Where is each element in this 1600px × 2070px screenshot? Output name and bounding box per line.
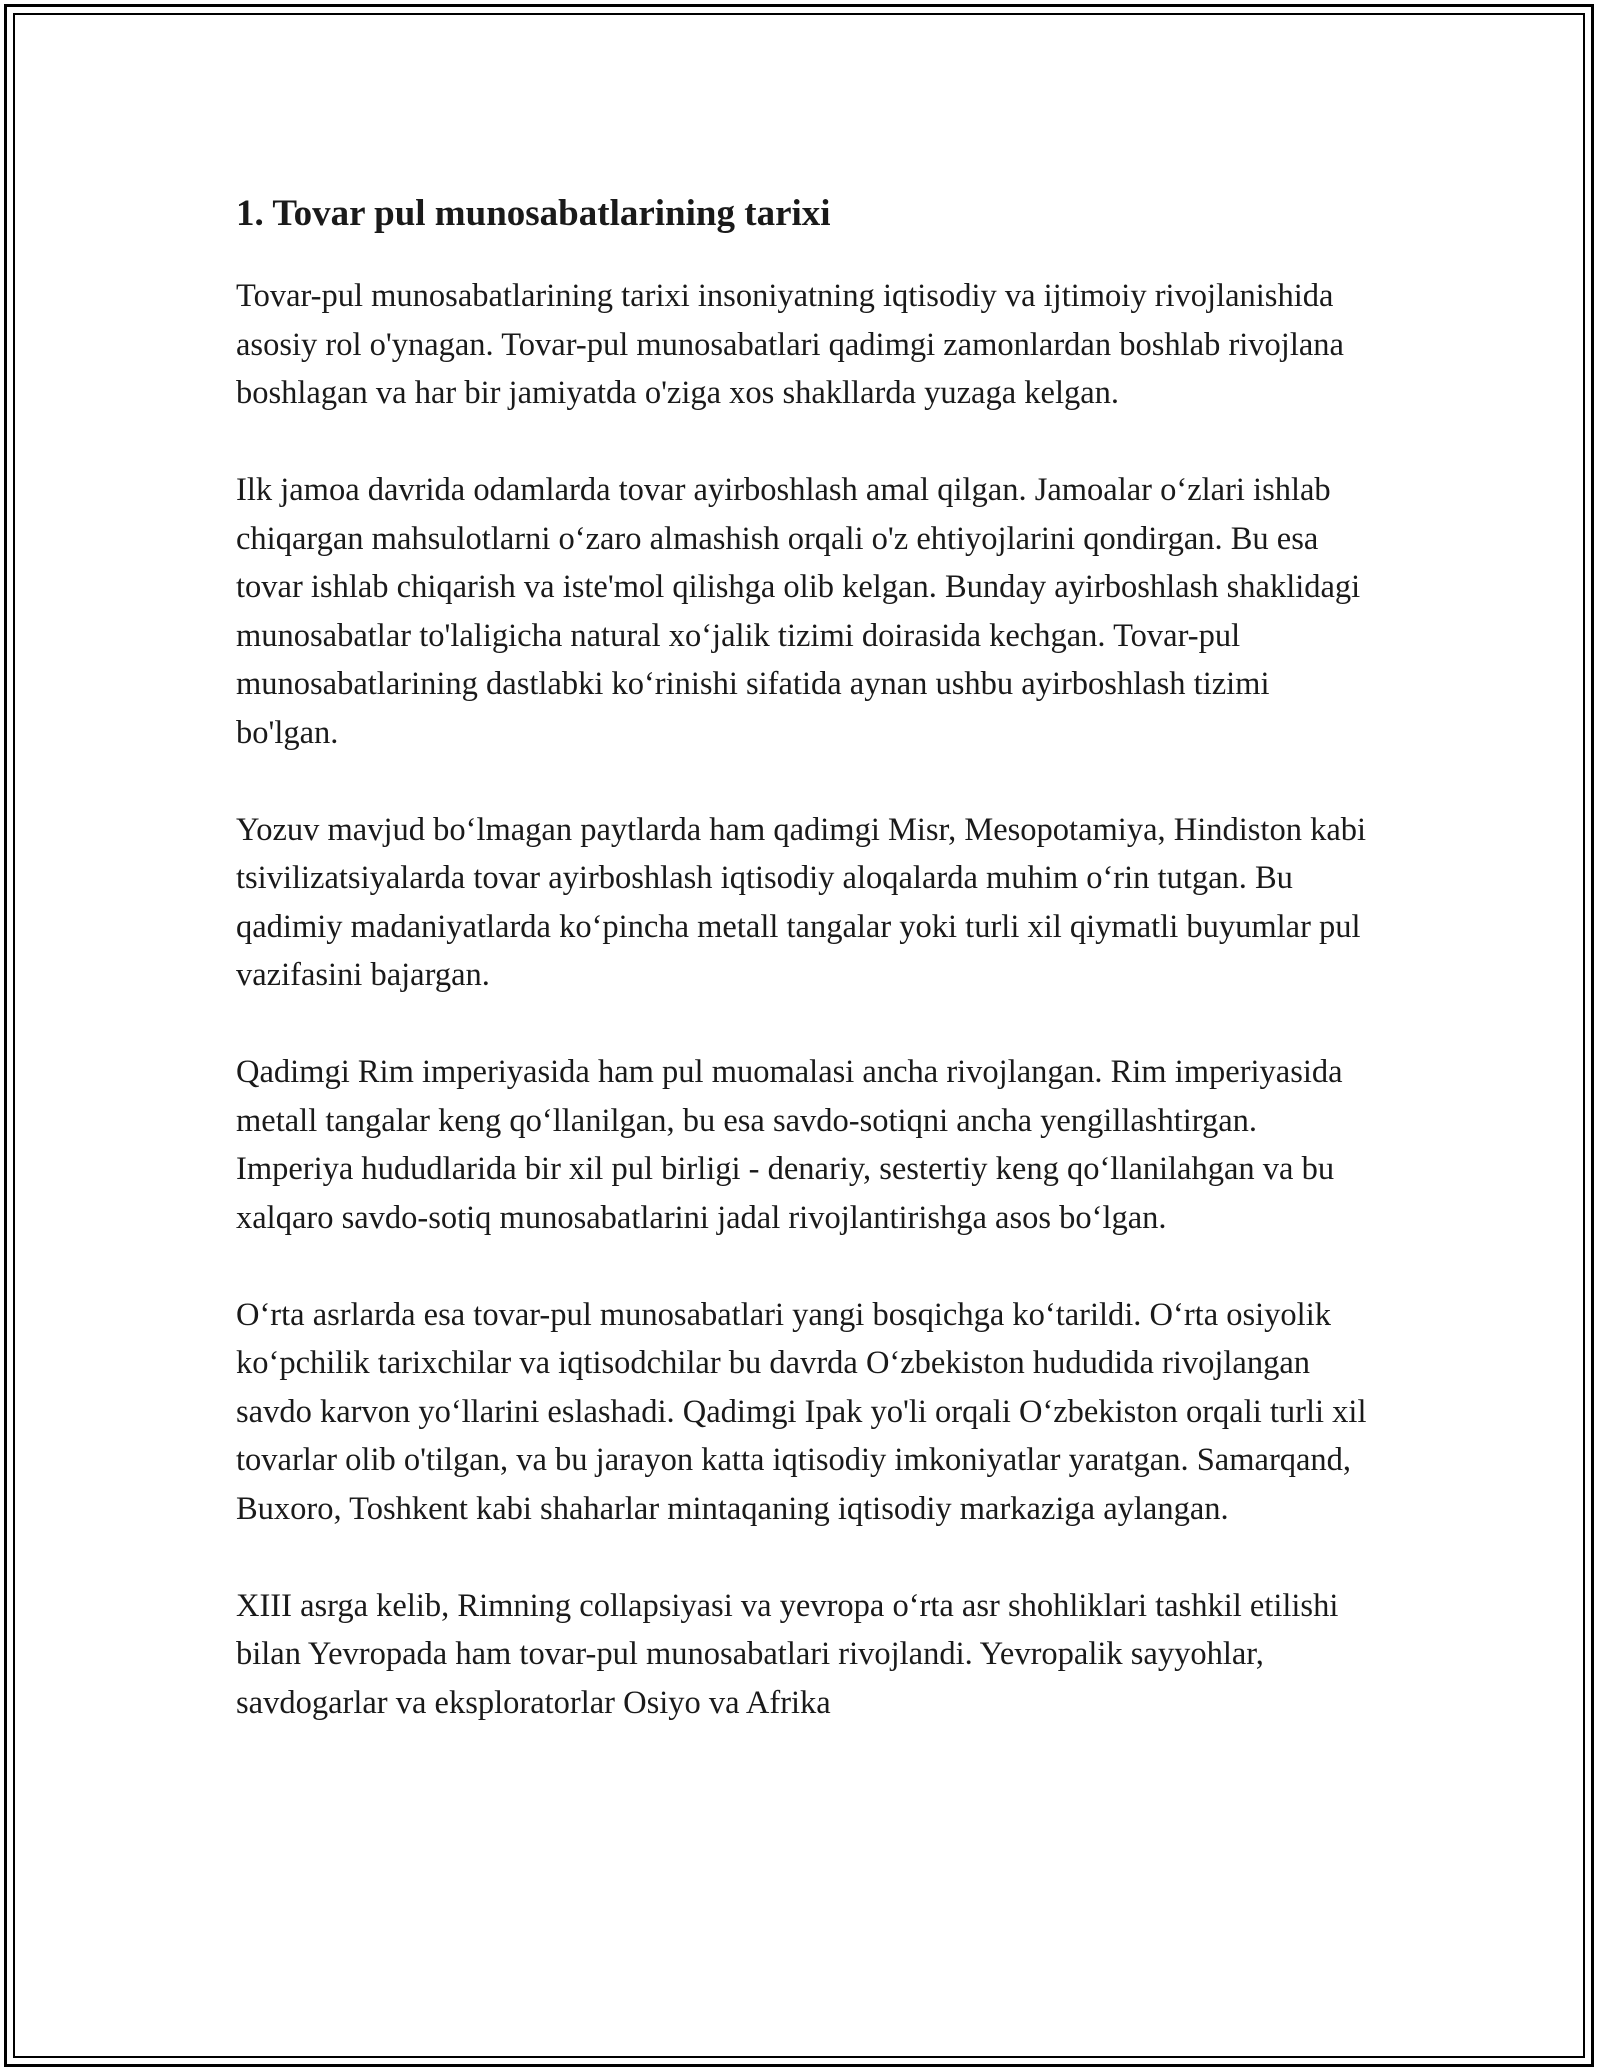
section-heading: 1. Tovar pul munosabatlarining tarixi: [236, 193, 831, 234]
paragraph: Qadimgi Rim imperiyasida ham pul muomalasi ancha rivojlangan. Rim imperiyasida metall tangalar keng qo‘llanilgan, bu esa savdo-sotiqni ancha yengillashtirgan. Imperiya hududlarida bir xil pul birligi - denariy, sestertiy keng qo‘llanilahgan va bu xalqaro savdo-sotiq munosabatlarini jadal rivojlantirishga asos bo‘lgan.: [236, 1054, 1343, 1236]
paragraph: Tovar-pul munosabatlarining tarixi insoniyatning iqtisodiy va ijtimoiy rivojlanishida asosiy rol o'ynagan. Tovar-pul munosabatlari qadimgi zamonlardan boshlab rivojlana boshlagan va har bir jamiyatda o'ziga xos shakllarda yuzaga kelgan.: [236, 278, 1344, 411]
paragraph: XIII asrga kelib, Rimning collapsiyasi va yevropa o‘rta asr shohliklari tashkil etilishi bilan Yevropada ham tovar-pul munosabatlari rivojlandi. Yevropalik sayyohlar, savdogarlar va eksploratorlar Osiyo va Afrika: [236, 1587, 1339, 1721]
paragraph: Ilk jamoa davrida odamlarda tovar ayirboshlash amal qilgan. Jamoalar o‘zlari ishlab chiqargan mahsulotlarni o‘zaro almashish orqali o'z ehtiyojlarini qondirgan. Bu esa tovar ishlab chiqarish va iste'mol qilishga olib kelgan. Bunday ayirboshlash shaklidagi munosabatlar to'laligicha natural xo‘jalik tizimi doirasida kechgan. Tovar-pul munosabatlarining dastlabki ko‘rinishi sifatida aynan ushbu ayirboshlash tizimi bo'lgan.: [236, 472, 1361, 751]
document-body: [236, 184, 1376, 1776]
paragraph: Yozuv mavjud bo‘lmagan paytlarda ham qadimgi Misr, Mesopotamiya, Hindiston kabi tsivilizatsiyalarda tovar ayirboshlash iqtisodiy aloqalarda muhim o‘rin tutgan. Bu qadimiy madaniyatlarda ko‘pincha metall tangalar yoki turli xil qiymatli buyumlar pul vazifasini bajargan.: [236, 811, 1367, 993]
paragraph: O‘rta asrlarda esa tovar-pul munosabatlari yangi bosqichga ko‘tarildi. O‘rta osiyolik ko‘pchilik tarixchilar va iqtisodchilar bu davrda O‘zbekiston hududida rivojlangan savdo karvon yo‘llarini eslashadi. Qadimgi Ipak yo'li orqali O‘zbekiston orqali turli xil tovarlar olib o'tilgan, va bu jarayon katta iqtisodiy imkoniyatlar yaratgan. Samarqand, Buxoro, Toshkent kabi shaharlar mintaqaning iqtisodiy markaziga aylangan.: [236, 1296, 1367, 1527]
